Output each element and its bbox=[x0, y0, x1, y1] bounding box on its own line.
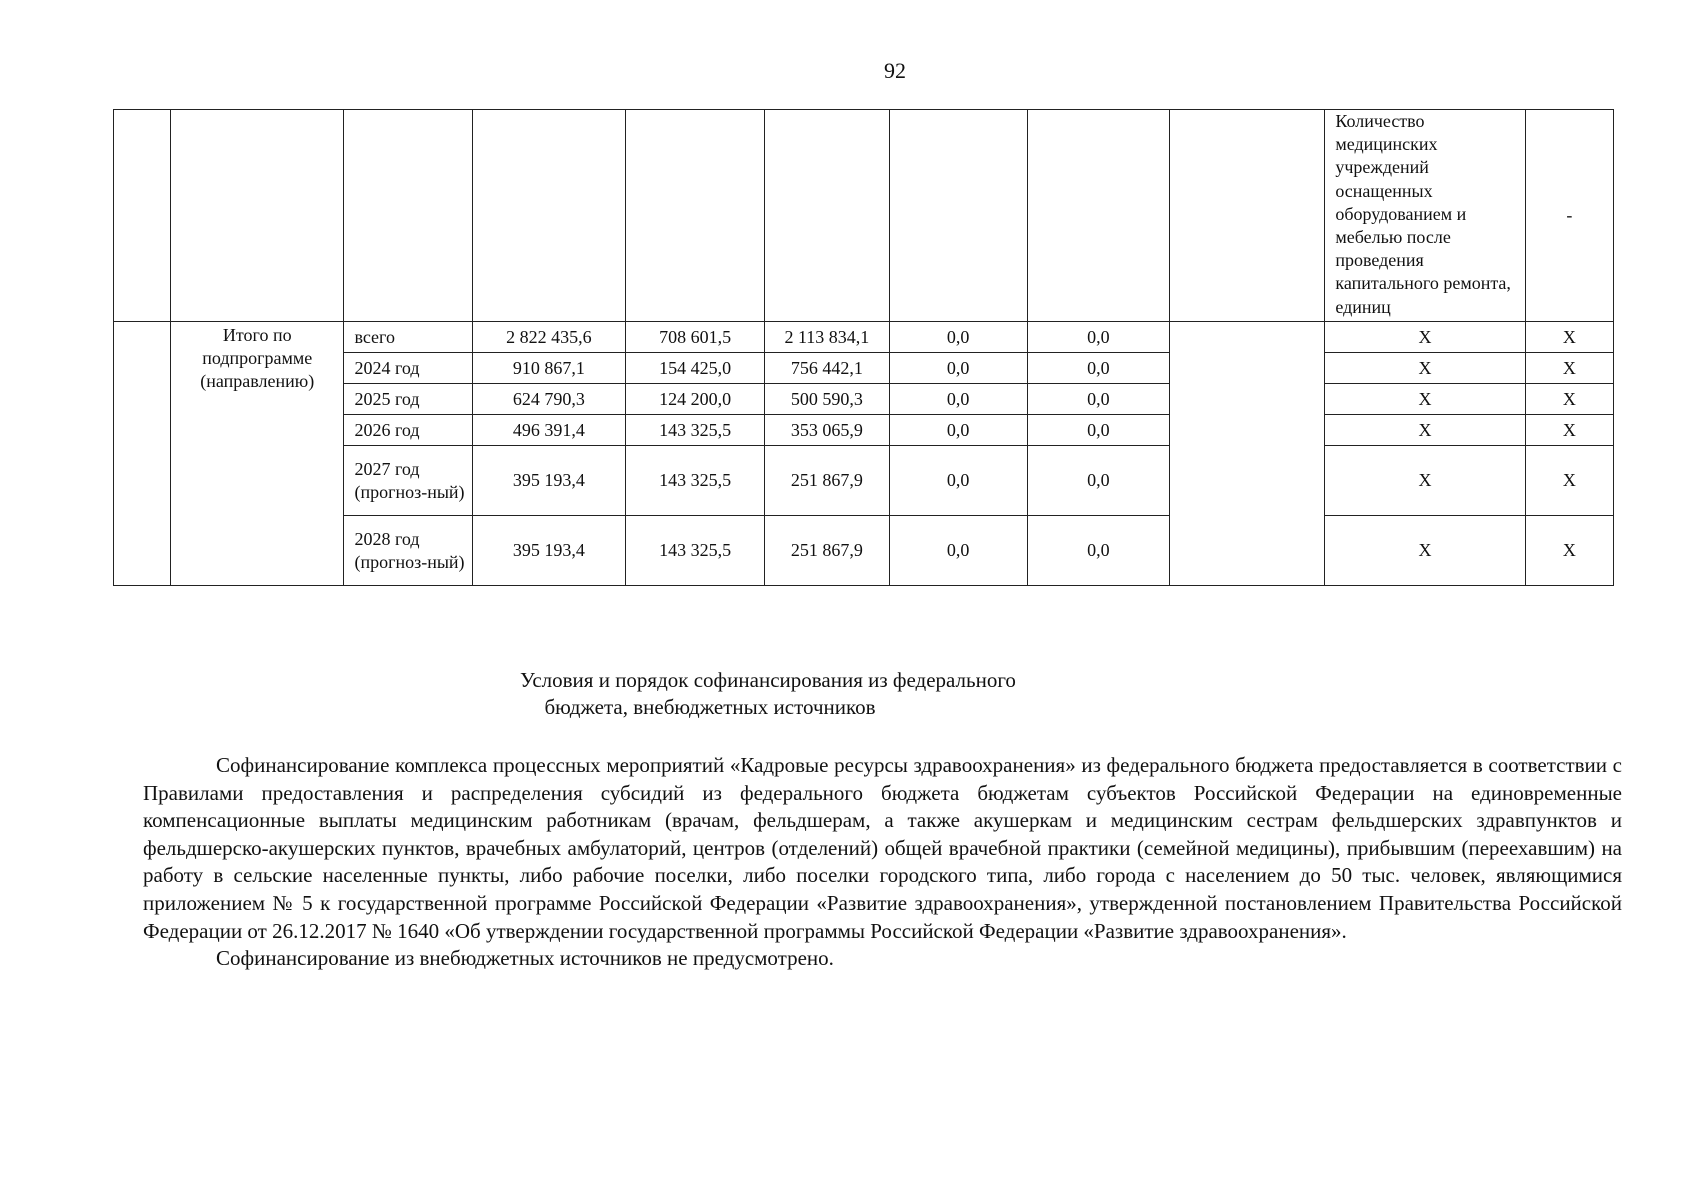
federal-cell: 143 325,5 bbox=[626, 415, 765, 446]
mark-cell: Х bbox=[1525, 322, 1613, 353]
mark-cell: Х bbox=[1525, 446, 1613, 516]
value-cell: 0,0 bbox=[1027, 415, 1169, 446]
table-cell-empty bbox=[765, 110, 889, 322]
regional-cell: 353 065,9 bbox=[765, 415, 889, 446]
value-cell: 0,0 bbox=[1027, 322, 1169, 353]
value-cell: 0,0 bbox=[889, 353, 1027, 384]
mark-cell: Х bbox=[1325, 322, 1525, 353]
total-cell: 910 867,1 bbox=[472, 353, 625, 384]
body-text bbox=[143, 752, 1622, 973]
total-cell: 2 822 435,6 bbox=[472, 322, 625, 353]
page-number: 92 bbox=[884, 58, 906, 83]
value-cell: 0,0 bbox=[1027, 384, 1169, 415]
section-title-line: Условия и порядок софинансирования из федерального bbox=[520, 668, 1016, 692]
regional-cell: 500 590,3 bbox=[765, 384, 889, 415]
total-cell: 395 193,4 bbox=[472, 446, 625, 516]
table-cell-empty bbox=[1170, 322, 1325, 586]
value-cell: 0,0 bbox=[889, 446, 1027, 516]
paragraph: Софинансирование из внебюджетных источников не предусмотрено. bbox=[216, 946, 834, 971]
table-cell-empty bbox=[626, 110, 765, 322]
period-cell: 2025 год bbox=[344, 384, 472, 415]
period-cell: всего bbox=[344, 322, 472, 353]
mark-cell: Х bbox=[1325, 353, 1525, 384]
regional-cell: 2 113 834,1 bbox=[765, 322, 889, 353]
period-cell: 2026 год bbox=[344, 415, 472, 446]
table-cell-empty bbox=[344, 110, 472, 322]
federal-cell: 124 200,0 bbox=[626, 384, 765, 415]
mark-cell: Х bbox=[1325, 516, 1525, 586]
value-cell: 0,0 bbox=[1027, 353, 1169, 384]
subprogram-total-label: Итого по подпрограмме (направлению) bbox=[171, 322, 344, 586]
value-cell: 0,0 bbox=[889, 384, 1027, 415]
value-cell: 0,0 bbox=[889, 516, 1027, 586]
mark-cell: Х bbox=[1525, 415, 1613, 446]
federal-cell: 154 425,0 bbox=[626, 353, 765, 384]
period-cell: 2028 год (прогноз-ный) bbox=[344, 516, 472, 586]
value-cell: 0,0 bbox=[1027, 516, 1169, 586]
indicator-label: Количество медицинских учреждений оснащенных оборудованием и мебелью после проведения капитального ремонта, единиц bbox=[1325, 110, 1525, 322]
total-cell: 624 790,3 bbox=[472, 384, 625, 415]
federal-cell: 708 601,5 bbox=[626, 322, 765, 353]
mark-cell: Х bbox=[1325, 446, 1525, 516]
mark-cell: Х bbox=[1325, 384, 1525, 415]
value-cell: 0,0 bbox=[889, 322, 1027, 353]
table-cell-empty bbox=[1027, 110, 1169, 322]
indicator-value: - bbox=[1525, 110, 1613, 322]
value-cell: 0,0 bbox=[889, 415, 1027, 446]
mark-cell: Х bbox=[1525, 516, 1613, 586]
indicator-row bbox=[114, 110, 1614, 322]
value-cell: 0,0 bbox=[1027, 446, 1169, 516]
table-cell-empty bbox=[171, 110, 344, 322]
regional-cell: 251 867,9 bbox=[765, 446, 889, 516]
table-cell-empty bbox=[472, 110, 625, 322]
section-title-line: бюджета, внебюджетных источников bbox=[544, 695, 876, 719]
table-cell-empty bbox=[114, 110, 171, 322]
mark-cell: Х bbox=[1525, 353, 1613, 384]
mark-cell: Х bbox=[1325, 415, 1525, 446]
total-cell: 395 193,4 bbox=[472, 516, 625, 586]
federal-cell: 143 325,5 bbox=[626, 516, 765, 586]
table-cell-empty bbox=[114, 322, 171, 586]
federal-cell: 143 325,5 bbox=[626, 446, 765, 516]
period-cell: 2027 год (прогноз-ный) bbox=[344, 446, 472, 516]
mark-cell: Х bbox=[1525, 384, 1613, 415]
table-cell-empty bbox=[889, 110, 1027, 322]
period-cell: 2024 год bbox=[344, 353, 472, 384]
table-cell-empty bbox=[1170, 110, 1325, 322]
paragraph: Софинансирование комплекса процессных мероприятий «Кадровые ресурсы здравоохранения» из федерального бюджета предоставляется в соответствии с Правилами предоставления и распределения субсидий из федерального бюджета бюджетам субъектов Российской Федерации на единовременные компенсационные выплаты медицинским работникам (врачам, фельдшерам, а также акушеркам и медицинским сестрам фельдшерских здравпунктов и фельдшерско-акушерских пунктов, врачебных амбулаторий, центров (отделений) общей врачебной практики (семейной медицины), прибывшим (переехавшим) на работу в сельские населенные пункты, либо рабочие поселки, либо поселки городского типа, либо города с населением до 50 тыс. человек, являющимися приложением № 5 к государственной программе Российской Федерации «Развитие здравоохранения», утвержденной постановлением Правительства Российской Федерации от 26.12.2017 № 1640 «Об утверждении государственной программы Российской Федерации «Развитие здравоохранения». bbox=[143, 753, 1622, 943]
total-cell: 496 391,4 bbox=[472, 415, 625, 446]
regional-cell: 756 442,1 bbox=[765, 353, 889, 384]
table-row bbox=[114, 322, 1614, 353]
section-title bbox=[520, 667, 1016, 721]
regional-cell: 251 867,9 bbox=[765, 516, 889, 586]
budget-table bbox=[113, 109, 1614, 586]
